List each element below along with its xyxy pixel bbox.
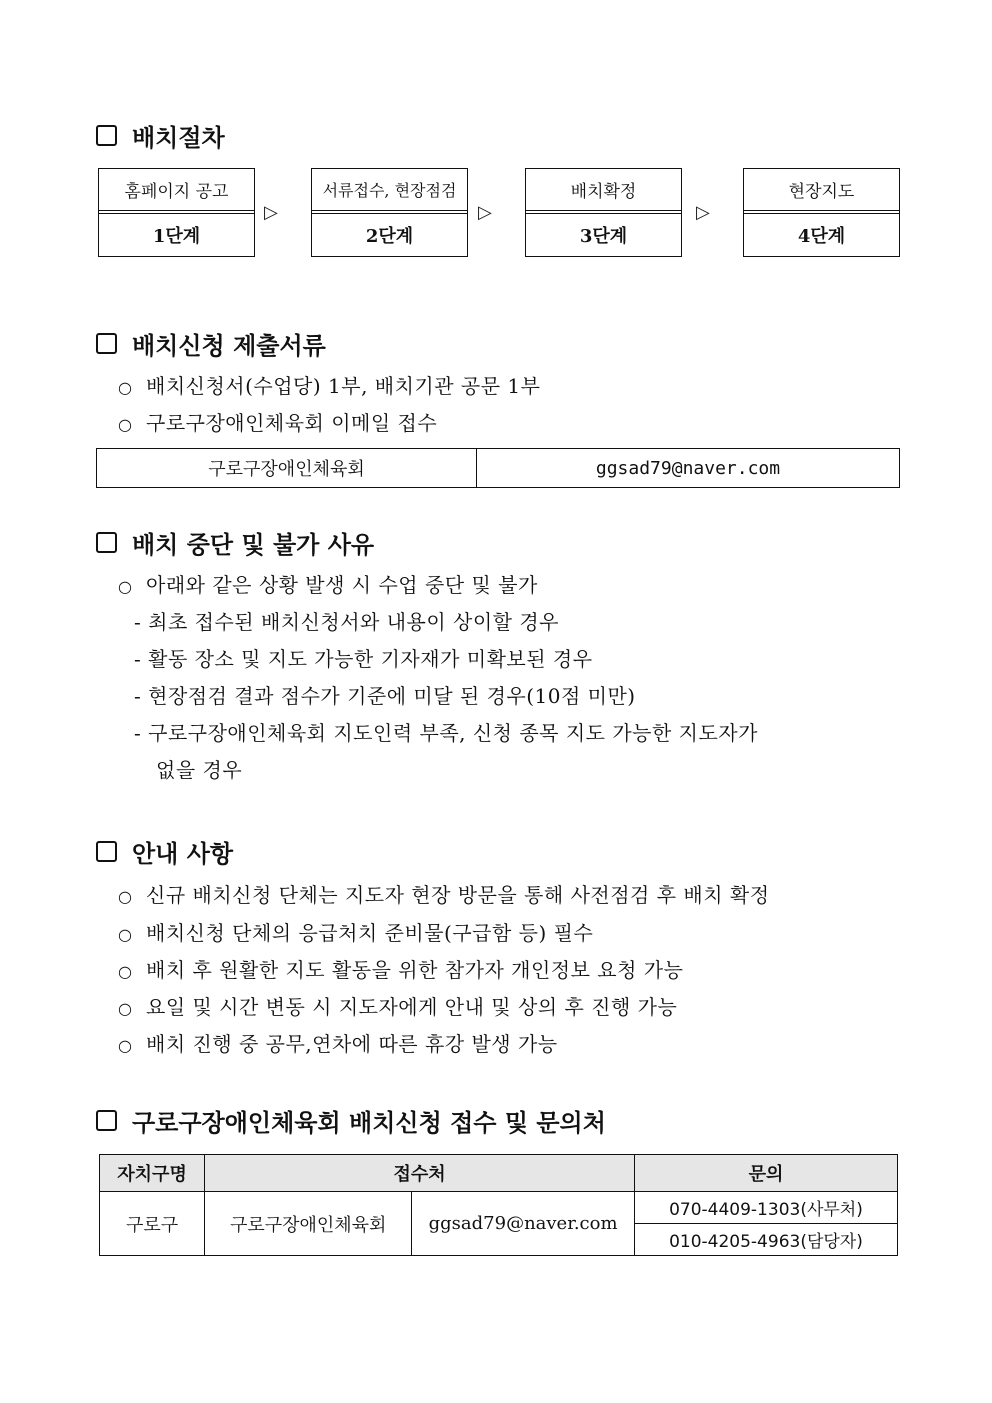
procedure-heading: [96, 118, 225, 153]
suspension-item-3: - 현장점검 결과 점수가 기준에 미달 된 경우(10점 미만): [134, 684, 636, 708]
dash-bullet: -: [134, 684, 142, 708]
documents-heading: [96, 326, 326, 361]
step-arrow-icon: ▷: [478, 202, 492, 223]
step-box-3: [525, 168, 682, 257]
circle-bullet-icon: ○: [118, 925, 133, 944]
circle-bullet-icon: ○: [118, 962, 133, 981]
row-district: 구로구: [100, 1192, 205, 1256]
step-box-1: [98, 168, 255, 257]
documents-item-2: ○ 구로구장애인체육회 이메일 접수: [118, 411, 438, 435]
notice-item-2: ○ 배치신청 단체의 응급처치 준비물(구급함 등) 필수: [118, 921, 594, 945]
row-email[interactable]: ggsad79@naver.com: [412, 1192, 635, 1256]
contact-title: 구로구장애인체육회 배치신청 접수 및 문의처: [132, 1109, 606, 1137]
circle-bullet-icon: ○: [118, 999, 133, 1018]
row-phone-office[interactable]: 070-4409-1303(사무처): [634, 1192, 897, 1224]
step-2-label: 서류접수, 현장점검: [322, 181, 457, 200]
step-2-stage: 2단계: [365, 225, 414, 247]
notice-item-4: ○ 요일 및 시간 변동 시 지도자에게 안내 및 상의 후 진행 가능: [118, 995, 678, 1019]
header-inquiry: 문의: [634, 1155, 897, 1192]
checkbox-square-icon: [96, 532, 117, 553]
dash-bullet: -: [134, 610, 142, 634]
notice-item-3: ○ 배치 후 원활한 지도 활동을 위한 참가자 개인정보 요청 가능: [118, 958, 684, 982]
suspension-title: 배치 중단 및 불가 사유: [132, 531, 375, 559]
step-box-4: [743, 168, 900, 257]
header-district: 자치구명: [100, 1155, 205, 1192]
step-box-2: [311, 168, 468, 257]
header-reception: 접수처: [205, 1155, 635, 1192]
step-3-label: 배치확정: [570, 182, 637, 202]
step-arrow-icon: ▷: [696, 202, 710, 223]
notice-heading: [96, 834, 233, 869]
procedure-title: 배치절차: [132, 124, 225, 152]
checkbox-square-icon: [96, 1110, 117, 1131]
suspension-heading: [96, 525, 374, 560]
notice-title: 안내 사항: [132, 840, 234, 868]
suspension-item-4: - 구로구장애인체육회 지도인력 부족, 신청 종목 지도 가능한 지도자가: [134, 721, 758, 745]
email-table-address[interactable]: ggsad79@naver.com: [477, 449, 900, 488]
circle-bullet-icon: ○: [118, 577, 133, 596]
step-4-stage: 4단계: [797, 225, 846, 247]
step-3-stage: 3단계: [579, 225, 628, 247]
checkbox-square-icon: [96, 125, 117, 146]
dash-bullet: -: [134, 647, 142, 671]
suspension-intro: ○ 아래와 같은 상황 발생 시 수업 중단 및 불가: [118, 573, 538, 597]
contact-table: [99, 1154, 898, 1256]
dash-bullet: -: [134, 721, 142, 745]
row-phone-manager[interactable]: 010-4205-4963(담당자): [634, 1224, 897, 1256]
contact-heading: [96, 1103, 606, 1138]
email-table-org: 구로구장애인체육회: [97, 449, 477, 488]
step-1-label: 홈페이지 공고: [124, 182, 229, 202]
step-arrow-icon: ▷: [264, 202, 278, 223]
suspension-item-2: - 활동 장소 및 지도 가능한 기자재가 미확보된 경우: [134, 647, 593, 671]
circle-bullet-icon: ○: [118, 1036, 133, 1055]
notice-item-5: ○ 배치 진행 중 공무,연차에 따른 휴강 발생 가능: [118, 1032, 558, 1056]
circle-bullet-icon: ○: [118, 378, 133, 397]
suspension-item-1: - 최초 접수된 배치신청서와 내용이 상이할 경우: [134, 610, 559, 634]
suspension-item-4-continuation: 없을 경우: [156, 758, 243, 782]
documents-title: 배치신청 제출서류: [132, 332, 326, 360]
email-table: [96, 448, 900, 488]
step-4-label: 현장지도: [788, 182, 855, 202]
row-org: 구로구장애인체육회: [205, 1192, 412, 1256]
circle-bullet-icon: ○: [118, 887, 133, 906]
step-1-stage: 1단계: [152, 225, 201, 247]
notice-item-1: ○ 신규 배치신청 단체는 지도자 현장 방문을 통해 사전점검 후 배치 확정: [118, 883, 770, 907]
circle-bullet-icon: ○: [118, 415, 133, 434]
documents-item-1: ○ 배치신청서(수업당) 1부, 배치기관 공문 1부: [118, 374, 541, 398]
checkbox-square-icon: [96, 841, 117, 862]
checkbox-square-icon: [96, 333, 117, 354]
